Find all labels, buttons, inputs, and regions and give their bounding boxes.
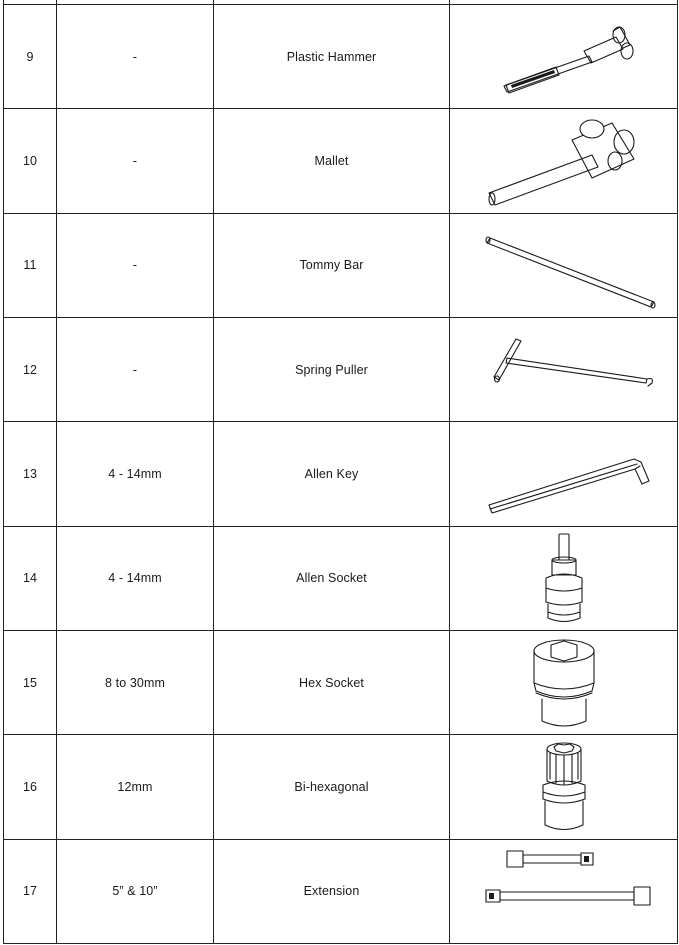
item-size: - bbox=[57, 317, 214, 421]
item-number: 11 bbox=[4, 213, 57, 317]
item-name: Tommy Bar bbox=[214, 213, 450, 317]
item-name: Allen Socket bbox=[214, 526, 450, 630]
item-name: Bi-hexagonal bbox=[214, 735, 450, 839]
plastic-hammer-icon bbox=[464, 12, 664, 102]
spring-puller-icon bbox=[464, 325, 664, 415]
table-row bbox=[4, 422, 678, 526]
hex-socket-icon bbox=[464, 635, 664, 731]
allen-key-icon bbox=[464, 429, 664, 519]
table-row bbox=[4, 317, 678, 421]
item-name: Allen Key bbox=[214, 422, 450, 526]
tools-table bbox=[3, 0, 678, 944]
item-name: Hex Socket bbox=[214, 630, 450, 734]
table-row bbox=[4, 839, 678, 943]
item-size: 5” & 10” bbox=[57, 839, 214, 943]
bi-hexagonal-socket-icon bbox=[464, 739, 664, 835]
mallet-icon bbox=[464, 115, 664, 207]
table-row bbox=[4, 109, 678, 213]
allen-socket-icon bbox=[464, 530, 664, 626]
table-row bbox=[4, 213, 678, 317]
table-row bbox=[4, 735, 678, 839]
item-number: 13 bbox=[4, 422, 57, 526]
tommy-bar-icon bbox=[464, 220, 664, 310]
item-size: - bbox=[57, 109, 214, 213]
item-size: 12mm bbox=[57, 735, 214, 839]
item-size: 4 - 14mm bbox=[57, 422, 214, 526]
item-size: - bbox=[57, 213, 214, 317]
item-number: 15 bbox=[4, 630, 57, 734]
item-number: 10 bbox=[4, 109, 57, 213]
item-name: Extension bbox=[214, 839, 450, 943]
item-size: 8 to 30mm bbox=[57, 630, 214, 734]
item-number: 17 bbox=[4, 839, 57, 943]
table-row bbox=[4, 630, 678, 734]
item-size: 4 - 14mm bbox=[57, 526, 214, 630]
table-row bbox=[4, 5, 678, 109]
item-number: 9 bbox=[4, 5, 57, 109]
item-size: - bbox=[57, 5, 214, 109]
item-name: Mallet bbox=[214, 109, 450, 213]
item-name: Spring Puller bbox=[214, 317, 450, 421]
item-number: 12 bbox=[4, 317, 57, 421]
item-number: 16 bbox=[4, 735, 57, 839]
item-name: Plastic Hammer bbox=[214, 5, 450, 109]
extension-bar-icon bbox=[464, 843, 664, 939]
item-number: 14 bbox=[4, 526, 57, 630]
table-row bbox=[4, 526, 678, 630]
